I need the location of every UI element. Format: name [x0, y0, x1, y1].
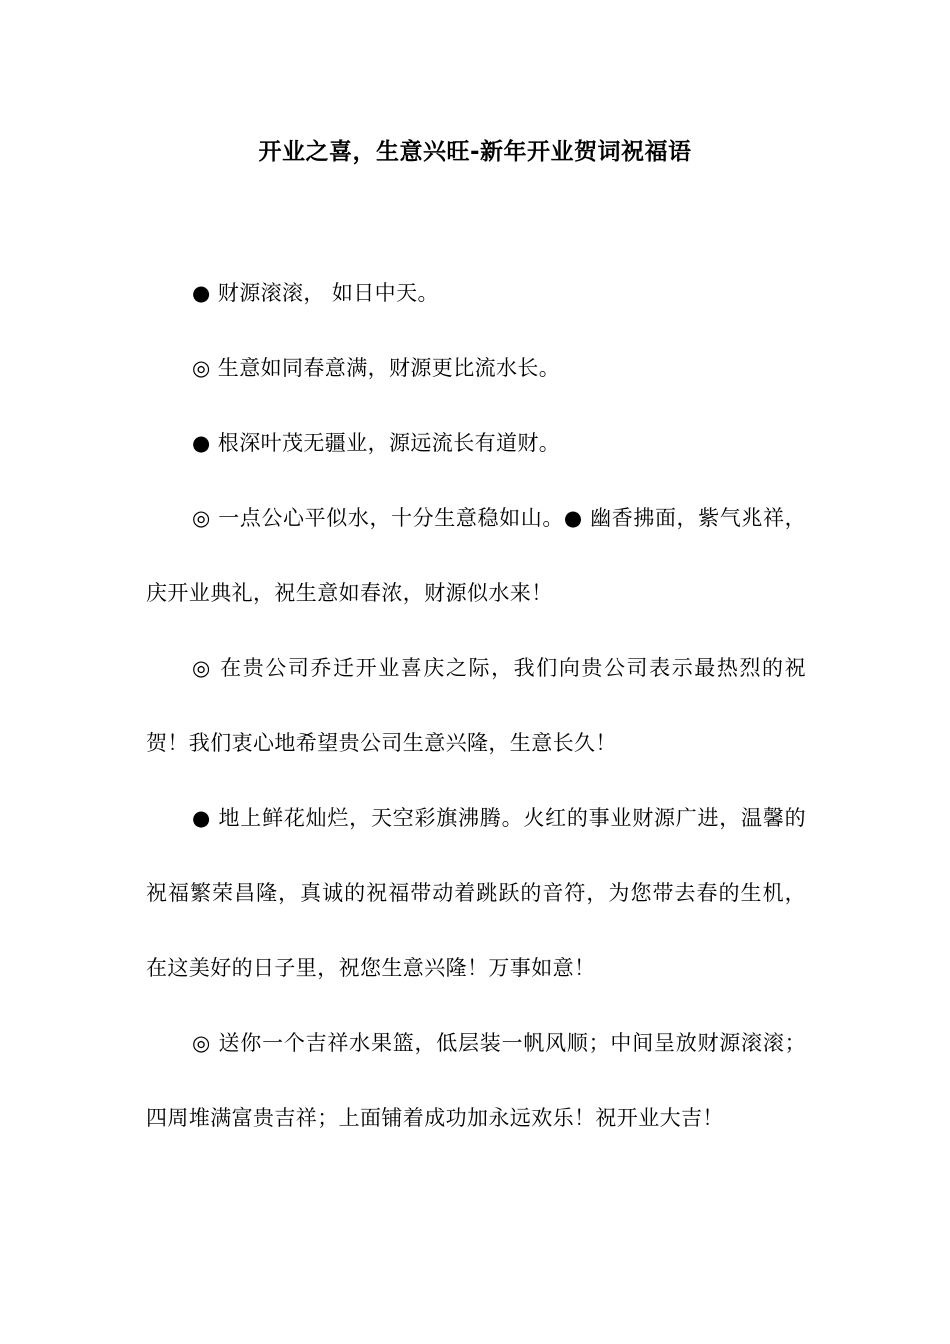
paragraph-4: ◎ 一点公心平似水，十分生意稳如山。● 幽香拂面，紫气兆祥，庆开业典礼，祝生意如春浓，财源似水来！ — [146, 506, 806, 605]
document-body — [146, 256, 806, 1156]
paragraph-5: ◎ 在贵公司乔迁开业喜庆之际，我们向贵公司表示最热烈的祝贺！我们衷心地希望贵公司生意兴隆，生意长久！ — [146, 656, 806, 755]
paragraph-6: ● 地上鲜花灿烂，天空彩旗沸腾。火红的事业财源广进，温馨的祝福繁荣昌隆，真诚的祝福带动着跳跃的音符，为您带去春的生机，在这美好的日子里，祝您生意兴隆！万事如意！ — [146, 806, 806, 980]
paragraph-2: ◎ 生意如同春意满，财源更比流水长。 — [192, 356, 561, 380]
paragraph-3: ● 根深叶茂无疆业，源远流长有道财。 — [192, 431, 561, 455]
paragraph-7: ◎ 送你一个吉祥水果篮，低层装一帆风顺；中间呈放财源滚滚；四周堆满富贵吉祥；上面铺着成功加永远欢乐！祝开业大吉！ — [146, 1031, 806, 1130]
document-title: 开业之喜，生意兴旺-新年开业贺词祝福语 — [258, 139, 692, 165]
paragraph-1: ● 财源滚滚， 如日中天。 — [192, 281, 439, 305]
